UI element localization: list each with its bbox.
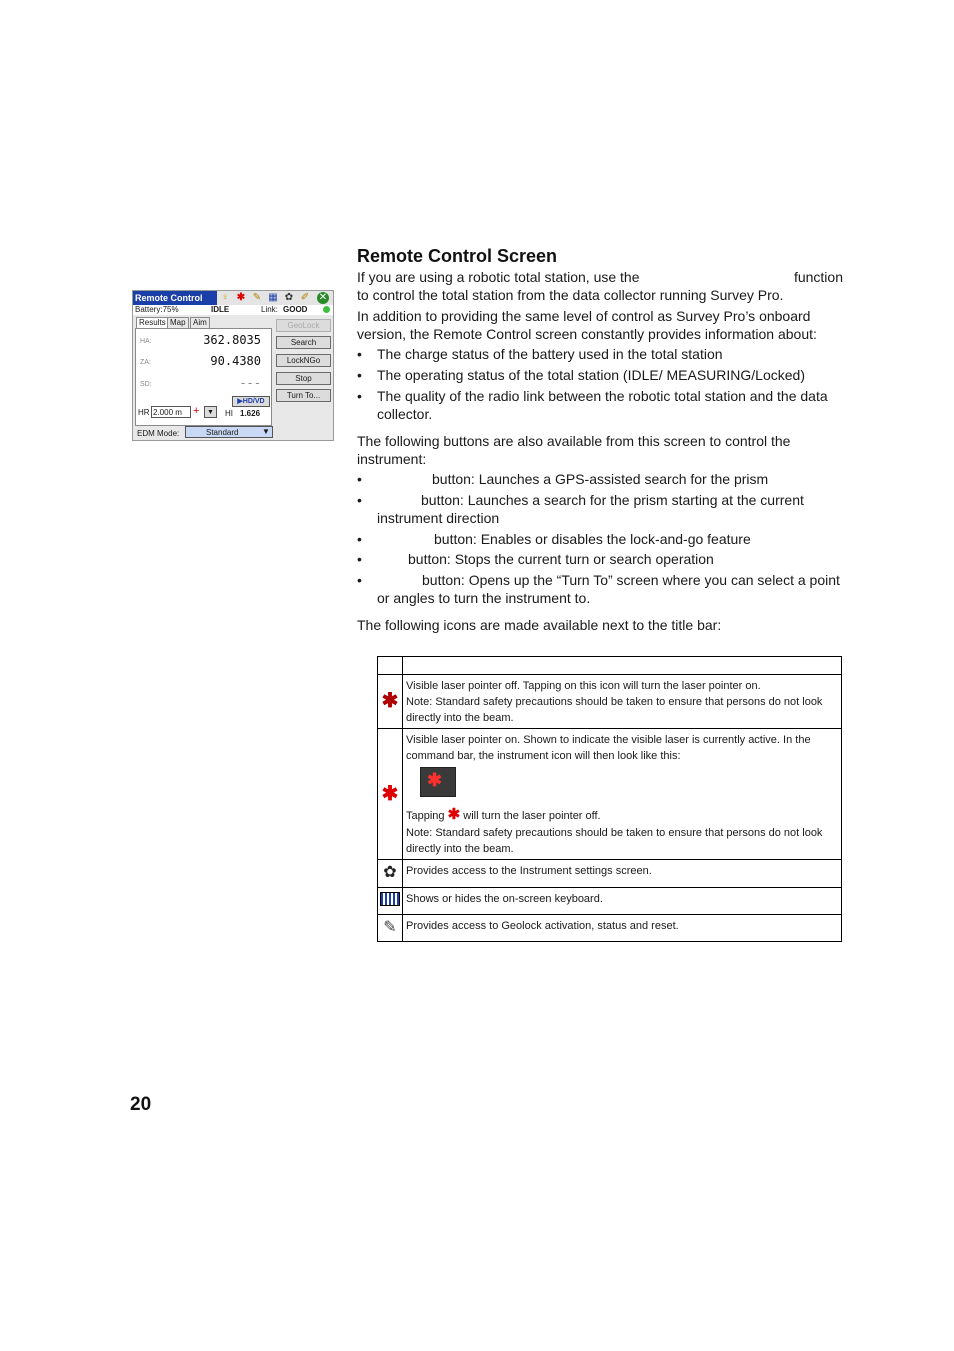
info-paragraph xyxy=(357,308,843,343)
bullet-dot: • xyxy=(357,471,362,487)
bullet-dot: • xyxy=(357,551,362,567)
lockngo-button[interactable]: LockNGo xyxy=(276,354,331,367)
za-label: ZA: xyxy=(140,359,151,366)
geolock-icon[interactable]: ✎ xyxy=(252,292,262,303)
tab-results[interactable]: Results xyxy=(136,317,169,328)
device-status-bar xyxy=(133,305,333,315)
buttons-line-1: The following buttons are also available from this screen to control the xyxy=(357,433,791,449)
intro-text-a: If you are using a robotic total station, use the xyxy=(357,269,640,285)
instrument-laser-icon: ✱ xyxy=(420,767,456,797)
bullet-dot: • xyxy=(357,346,362,362)
hr-dropdown-icon[interactable]: ▼ xyxy=(204,406,217,418)
ha-value: 362.8035 xyxy=(203,333,261,347)
hr-label: HR xyxy=(138,408,150,417)
link-indicator-icon xyxy=(323,306,330,313)
table-header-row xyxy=(378,657,842,675)
list-item-text xyxy=(377,492,843,527)
bullet-dot: • xyxy=(357,367,362,383)
table-cell xyxy=(403,675,842,729)
results-panel xyxy=(135,328,272,426)
list-item-text: button: Enables or disables the lock-and-go feature xyxy=(434,531,751,547)
buttons-paragraph xyxy=(357,433,843,468)
list-item-line-1: button: Launches a search for the prism starting at the current xyxy=(421,492,804,508)
tapping-text-a: Tapping xyxy=(406,810,445,822)
geolock-description: Provides access to Geolock activation, status and reset. xyxy=(403,915,842,942)
table-cell xyxy=(403,657,842,675)
tab-map[interactable]: Map xyxy=(167,317,189,328)
za-value: 90.4380 xyxy=(210,354,261,368)
list-item-text: The operating status of the total station (IDLE/ MEASURING/Locked) xyxy=(377,367,805,383)
list-item-line-1: The quality of the radio link between the robotic total station and the data xyxy=(377,388,828,404)
table-row xyxy=(378,915,842,942)
list-item-text: button: Launches a GPS-assisted search for the prism xyxy=(432,471,769,487)
icons-paragraph: The following icons are made available next to the title bar: xyxy=(357,617,722,633)
settings-description: Provides access to the Instrument settings screen. xyxy=(403,860,842,888)
close-icon[interactable]: ✕ xyxy=(318,292,328,303)
laser-off-note: Note: Standard safety precautions should be taken to ensure that persons do not look directly into the beam. xyxy=(406,696,823,724)
operating-status: IDLE xyxy=(211,305,230,314)
table-cell xyxy=(378,657,403,675)
list-item-line-2: instrument direction xyxy=(377,509,500,526)
edm-dropdown-icon: ▼ xyxy=(262,427,270,436)
link-label: Link: xyxy=(261,305,278,314)
list-item-line-1: button: Opens up the “Turn To” screen where you can select a point xyxy=(422,572,840,588)
bullet-dot: • xyxy=(357,388,362,404)
hi-value: 1.626 xyxy=(240,409,261,418)
bullet-dot: • xyxy=(357,572,362,588)
table-cell xyxy=(378,675,403,729)
intro-text-b: function xyxy=(793,269,843,285)
list-item-text xyxy=(377,388,843,423)
intro-paragraph xyxy=(357,269,843,304)
list-item-text: button: Stops the current turn or search operation xyxy=(408,551,714,567)
table-row xyxy=(378,888,842,915)
table-row xyxy=(378,675,842,729)
table-cell xyxy=(378,888,403,915)
laser-on-note: Note: Standard safety precautions should be taken to ensure that persons do not look directly into the beam. xyxy=(406,827,823,855)
buttons-line-2: instrument: xyxy=(357,450,427,467)
list-item-text xyxy=(377,572,843,607)
table-cell xyxy=(403,729,842,860)
list-item-line-2: or angles to turn the instrument to. xyxy=(377,589,591,606)
laser-on-icon: ✱ xyxy=(381,782,399,805)
laser-pointer-icon[interactable]: ✱ xyxy=(236,292,246,303)
list-item-line-2: collector. xyxy=(377,405,433,422)
bullet-dot: • xyxy=(357,492,362,508)
keyboard-icon[interactable]: ▦ xyxy=(268,292,278,303)
ha-label: HA: xyxy=(140,338,152,345)
bullet-dot: • xyxy=(357,531,362,547)
keyboard-icon xyxy=(380,892,400,906)
sd-label: SD: xyxy=(140,381,152,388)
settings-gear-icon: ✿ xyxy=(383,864,397,881)
laser-target-icon: + xyxy=(193,405,200,417)
stop-button[interactable]: Stop xyxy=(276,372,331,385)
edm-mode-label: EDM Mode: xyxy=(137,429,180,438)
geolock-icon: ✎ xyxy=(383,918,397,936)
table-row xyxy=(378,729,842,860)
info-line-2: version, the Remote Control screen constantly provides information about: xyxy=(357,325,817,342)
hi-label: HI xyxy=(225,409,233,418)
table-row xyxy=(378,860,842,888)
info-line-1: In addition to providing the same level of control as Survey Pro’s onboard xyxy=(357,308,811,324)
instrument-icon[interactable]: ✐ xyxy=(300,292,310,303)
remote-control-screenshot xyxy=(132,290,334,441)
tab-aim[interactable]: Aim xyxy=(190,317,210,328)
table-cell xyxy=(378,860,403,888)
hr-input[interactable]: 2.000 m xyxy=(151,406,191,418)
page-number: 20 xyxy=(130,1094,152,1115)
list-item-text: The charge status of the battery used in the total station xyxy=(377,346,723,362)
bulb-icon[interactable]: ♀ xyxy=(221,292,229,303)
geolock-button[interactable]: GeoLock xyxy=(276,319,331,332)
tapping-text-b: will turn the laser pointer off. xyxy=(463,810,601,822)
edm-mode-select[interactable]: Standard xyxy=(185,426,273,438)
laser-on-tapping xyxy=(406,805,838,825)
laser-on-inline-icon: ✱ xyxy=(447,806,461,823)
table-cell xyxy=(378,915,403,942)
laser-off-icon: ✱ xyxy=(381,690,399,712)
search-button[interactable]: Search xyxy=(276,336,331,349)
intro-text-c: to control the total station from the data collector running Survey Pro. xyxy=(357,286,784,303)
battery-status: Battery:75% xyxy=(135,305,179,314)
laser-on-description: Visible laser pointer on. Shown to indicate the visible laser is currently active. In the command bar, the instrument icon will then look like this: xyxy=(406,734,811,762)
device-title: Remote Control xyxy=(133,291,217,305)
device-title-bar xyxy=(133,291,333,305)
link-status: GOOD xyxy=(283,305,308,314)
settings-gear-icon[interactable]: ✿ xyxy=(284,292,294,303)
section-heading: Remote Control Screen xyxy=(357,246,558,266)
hdvd-button[interactable]: ▶HD/VD xyxy=(232,396,270,407)
sd-value: --- xyxy=(239,376,261,390)
table-cell xyxy=(378,729,403,860)
icon-table xyxy=(377,656,842,942)
keyboard-description: Shows or hides the on-screen keyboard. xyxy=(403,888,842,915)
turn-to-button[interactable]: Turn To... xyxy=(276,389,331,402)
laser-off-description: Visible laser pointer off. Tapping on this icon will turn the laser pointer on. xyxy=(406,680,761,692)
